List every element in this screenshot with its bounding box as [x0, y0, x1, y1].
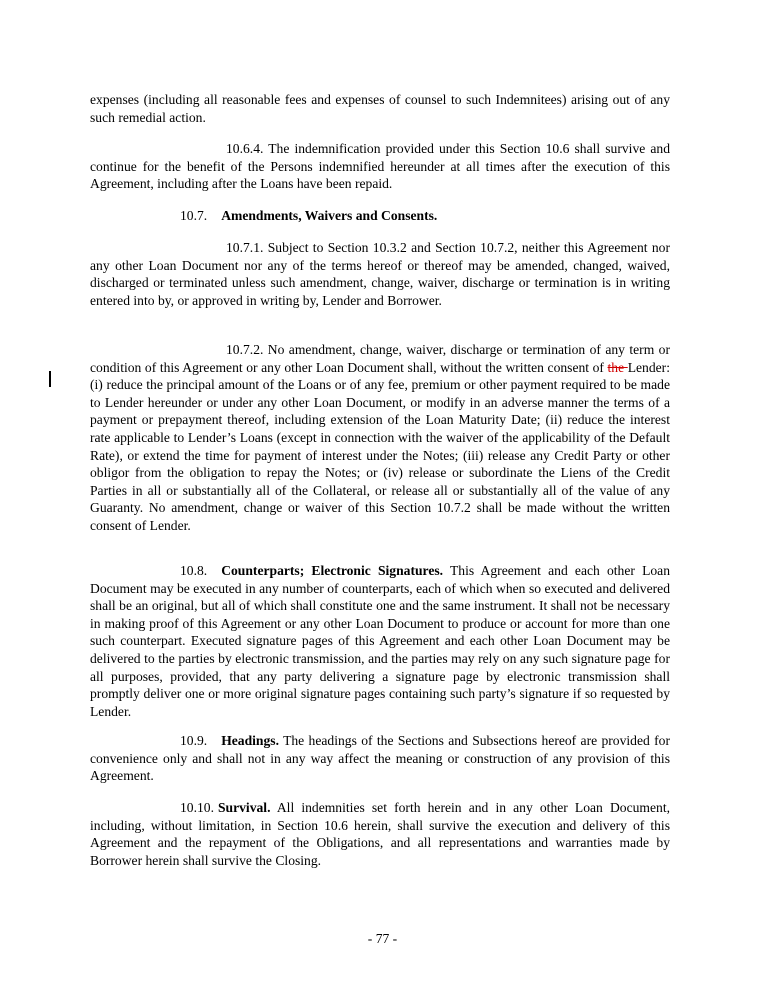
section-number: 10.7.	[180, 208, 208, 223]
section-title: Survival.	[217, 800, 271, 815]
paragraph-text: 10.7.2. No amendment, change, waiver, discharge or termination of any term or condition of this Agreement or any other Loan Document shall, without the written consent of	[90, 342, 670, 375]
paragraph-remedial-action: expenses (including all reasonable fees and expenses of counsel to such Indemnitees) arising out of any such remedial action.	[90, 92, 670, 125]
section-number: 10.10.	[180, 800, 214, 815]
section-title: Counterparts; Electronic Signatures.	[221, 563, 444, 578]
section-number: 10.9.	[180, 733, 208, 748]
revision-change-bar	[49, 371, 51, 387]
section-10-9	[90, 732, 670, 785]
section-body: The headings of the Sections and Subsections hereof are provided for convenience only and shall not in any way affect the meaning or construction of any provision of this Agreement.	[90, 733, 670, 784]
page-number: - 77 -	[367, 931, 398, 946]
section-body: This Agreement and each other Loan Document may be executed in any number of counterparts, each of which when so executed and delivered shall be an original, but all of which shall constitute one and the same instrument. It shall not be necessary in making proof of this Agreement or any other Loan Document to produce or account for more than one such counterpart. Executed signature pages of this Agreement and each other Loan Document may be delivered to the parties by electronic transmission, and the parties may rely on any such signature page for all purposes, provided, that any party delivering a signature page by electronic transmission shall promptly deliver one or more original signature pages containing such party’s signature if so requested by Lender.	[90, 563, 670, 719]
section-number: 10.8.	[180, 563, 208, 578]
deleted-text: the	[607, 359, 628, 375]
section-10-10	[90, 799, 670, 869]
section-title: Amendments, Waivers and Consents.	[221, 208, 438, 223]
section-title: Headings.	[221, 733, 279, 748]
paragraph-10-7-1: 10.7.1. Subject to Section 10.3.2 and Section 10.7.2, neither this Agreement nor any other Loan Document nor any of the terms hereof or thereof may be amended, changed, waived, discharged or terminated unless such amendment, change, waiver, discharge or termination is in writing entered into by, or approved in writing by, Lender and Borrower.	[90, 240, 670, 308]
section-body: All indemnities set forth herein and in any other Loan Document, including, without limitation, in Section 10.6 herein, shall survive the execution and delivery of this Agreement and the repayment of the Obligations, and all representations and warranties made by Borrower herein shall survive the Closing.	[90, 800, 670, 868]
paragraph-10-6-4: 10.6.4. The indemnification provided under this Section 10.6 shall survive and continue for the benefit of the Persons indemnified hereunder at all times after the execution of this Agreement, including after the Loans have been repaid.	[90, 141, 670, 192]
section-10-8	[90, 562, 670, 720]
section-heading-10-7	[90, 207, 670, 225]
paragraph-text: Lender: (i) reduce the principal amount of the Loans or of any fee, premium or other payment required to be made to Lender hereunder or under any other Loan Document, or modify in an adverse manner the terms of a payment or prepayment thereof, including extension of the Loan Maturity Date; (ii) reduce the interest rate applicable to Lender’s Loans (except in connection with the waiver of the applicability of the Default Rate), or extend the time for payment of interest under the Notes; (iii) release any Credit Party or other obligor from the obligation to repay the Notes; or (iv) release or subordinate the Liens of the Credit Parties in all or substantially all of the Collateral, or release all or substantially all of the value of any Guaranty. No amendment, change or waiver of this Section 10.7.2 shall be made without the written consent of Lender.	[90, 359, 670, 533]
paragraph-10-7-2	[90, 341, 670, 535]
